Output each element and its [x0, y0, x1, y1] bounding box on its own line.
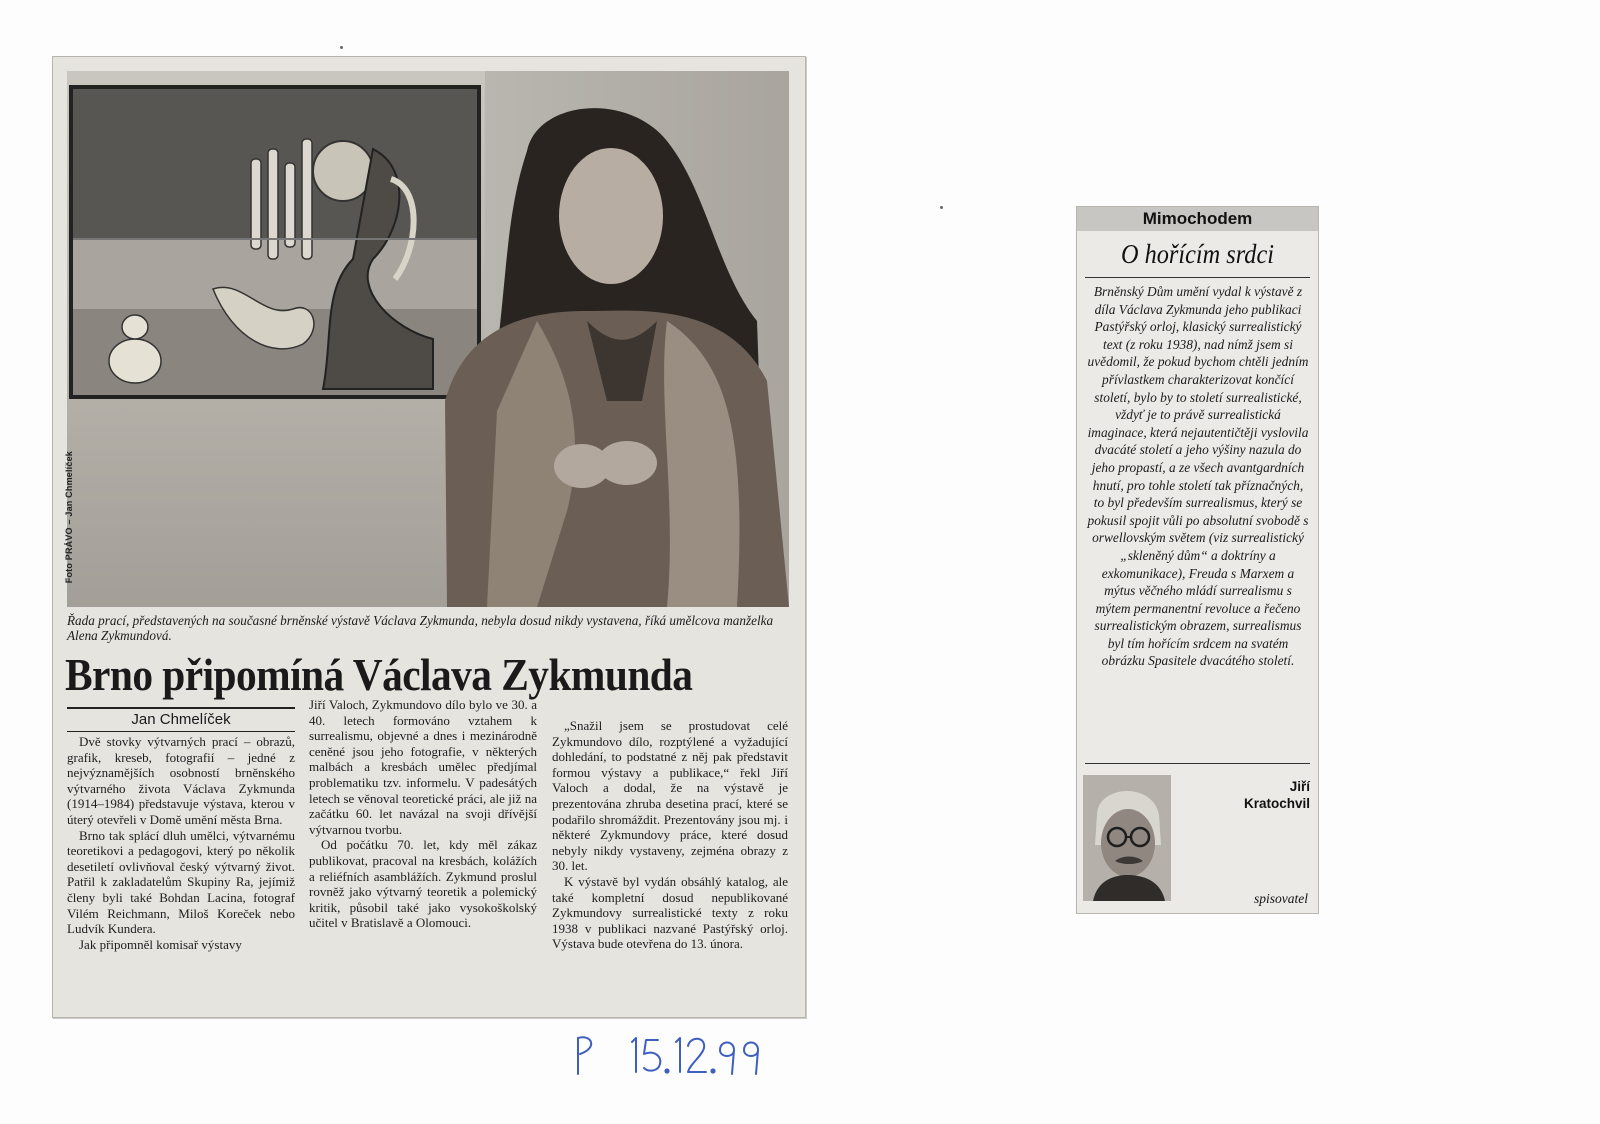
column-author: [1190, 778, 1310, 812]
paragraph: „Snažil jsem se prostudovat celé Zykmundovo dílo, rozptýlené a vyžadující dohledání, to podstatné z něj pak představit formou výstavy a publikace,“ řekl Jiří Valoch a dodal, že na výstavě je prezentována zhruba desetina prací, které se podařilo shromáždit. Prezentovány jsou mj. i některé Zykmundovy práce, které dosud nebyly nikdy vystaveny, zejména obrazy z 30. let.: [552, 718, 788, 874]
headline: Brno připomíná Václava Zykmunda: [65, 650, 693, 700]
handwritten-date-image: [570, 1026, 790, 1082]
article-photo: [64, 71, 789, 607]
article-clipping: [52, 56, 806, 1018]
article-column-1: [67, 734, 295, 952]
divider: [1085, 763, 1310, 764]
photo-credit: Foto PRÁVO – Jan Chmelíček: [64, 451, 74, 584]
author-portrait: [1083, 775, 1171, 901]
article-column-2: [309, 697, 537, 931]
handwritten-date: [570, 1026, 790, 1082]
photo-caption: Řada prací, představených na současné brněnské výstavě Václava Zykmunda, nebyla dosud nikdy vystavena, říká umělcova manželka Alena Zykmundová.: [67, 613, 774, 643]
author-first-name: Jiří: [1289, 779, 1310, 794]
paragraph: Jak připomněl komisař výstavy: [79, 936, 242, 952]
scan-speck: [340, 46, 343, 49]
author-photo: [1083, 775, 1171, 901]
column-clipping: [1076, 206, 1319, 914]
author-role: spisovatel: [1254, 891, 1308, 906]
column-body: Brněnský Dům umění vydal k výstavě z díla Václava Zykmunda jeho publikaci Pastýřský orloj, klasický surrealistický text (z roku 1938), nad nímž jsem si uvědomil, že pokud bychom chtěli jedním přívlastkem charakterizovat končící století, bylo by to století surrealistické, vždyť je to právě surrealistická imaginace, která nejautentičtěji vyslovila dvacáté století a jeho výšiny nazula do jeho propastí, a ze všech avantgardních hnutí, pro tohle století tak příznačných, to byl především surrealismus, který se pokusil spojit vůli po absolutní svobodě s orwellovským světem (viz surrealistický „skleněný dům“ a doktríny a exkomunikace), Freuda s Marxem a mýtus věčného mládí surrealismu s mýtem permanentní revoluce a řečeno surrealistickým obrazem, surrealismus byl tím hořícím srdcem na svatém obrázku Spasitele dvacátého století.: [1087, 284, 1309, 669]
column-title: O hořícím srdci: [1121, 239, 1274, 269]
author-last-name: Kratochvil: [1243, 796, 1310, 811]
paragraph: Od počátku 70. let, kdy měl zákaz publikovat, pracoval na kresbách, kolážích a reliéfních asamblážích. Zykmund proslul rovněž jako výtvarný teoretik a polemický kritik, působil také jako vysokoškolský učitel v Bratislavě a Olomouci.: [309, 837, 537, 931]
paragraph: Dvě stovky výtvarných prací – obrazů, grafik, kreseb, fotografií – jedné z nejvýznamějších osobností brněnského výtvarného života Václava Zykmunda (1914–1984) představuje výstava, kterou v úterý otevřeli v Domě umění města Brna.: [67, 734, 295, 827]
paragraph: K výstavě byl vydán obsáhlý katalog, ale také kompletní dosud nepublikované Zykmundovy surrealistické texty z roku 1938 v publikaci nazvané Pastýřský orloj. Výstava bude otevřena do 13. února.: [552, 873, 788, 952]
woman-portrait: [67, 71, 789, 607]
article-column-3: [552, 718, 788, 952]
scan-speck: [940, 206, 943, 209]
author-byline: Jan Chmelíček: [67, 707, 295, 732]
column-kicker: Mimochodem: [1077, 207, 1318, 231]
paragraph: Brno tak splácí dluh umělci, výtvarnému teoretikovi a pedagogovi, který po několik desetiletí ovlivňoval český výtvarný život. Patřil k zakladatelům Skupiny Ra, jejímiž členy byli také Bohdan Lacina, fotograf Vilém Reichmann, Miloš Koreček nebo Ludvík Kundera.: [67, 827, 295, 937]
paragraph: Jiří Valoch, Zykmundovo dílo bylo ve 30. a 40. letech formováno vztahem k surrealismu, objevné a dnes i mezinárodně ceněné jsou jeho fotografie, v některých malbách a kresbách umělec předjímal problematiku tzv. informelu. V padesátých letech se věnoval teoretické práci, ale již na začátku 60. let navázal na svoji dřívější výtvarnou tvorbu.: [309, 697, 537, 837]
divider: [1085, 277, 1310, 278]
